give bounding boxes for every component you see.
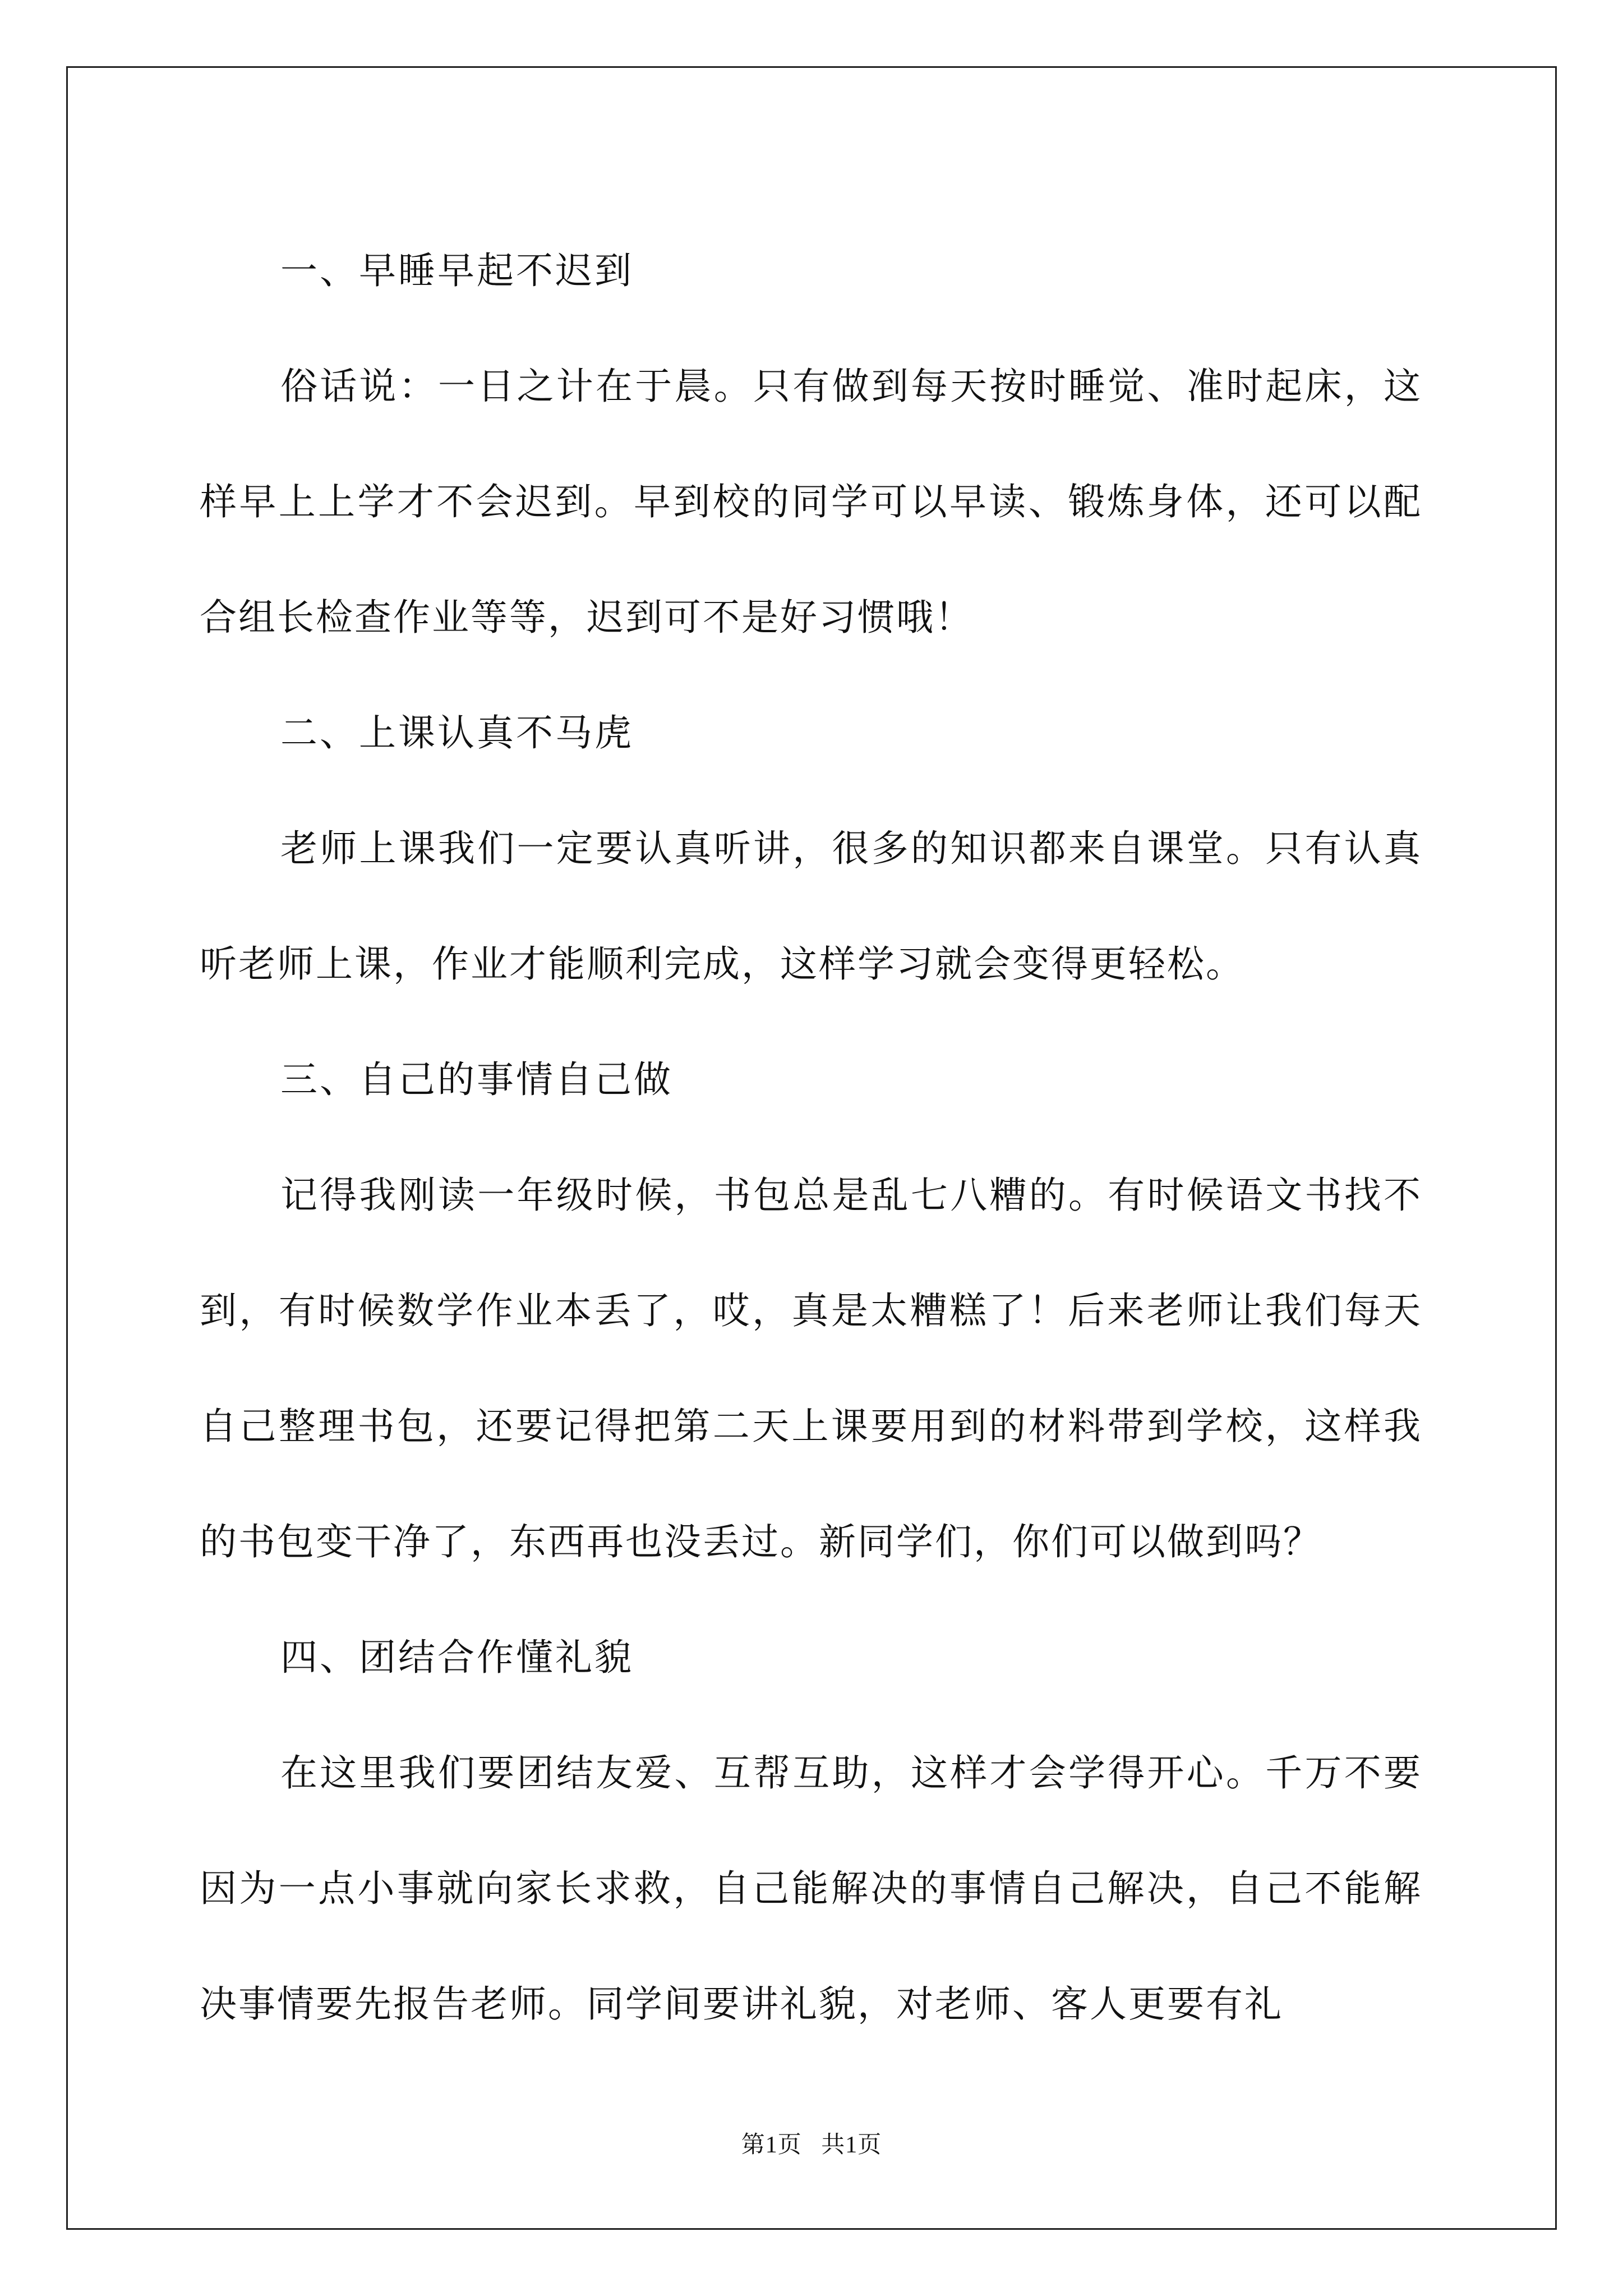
section-paragraph-3: 记得我刚读一年级时候，书包总是乱七八糟的。有时候语文书找不到，有时候数学作业本丢了，哎，真是太糟糕了！后来老师让我们每天自己整理书包，还要记得把第二天上课要用到的材料带到学校，这样我的书包变干净了，东西再也没丢过。新同学们，你们可以做到吗？ bbox=[200, 1174, 1422, 1563]
section-heading-4: 四、团结合作懂礼貌 bbox=[280, 1636, 634, 1679]
section-heading-2: 二、上课认真不马虎 bbox=[280, 711, 634, 754]
page-total-label: 共1页 bbox=[821, 2132, 882, 2158]
section-paragraph-1: 俗话说：一日之计在于晨。只有做到每天按时睡觉、准时起床，这样早上上学才不会迟到。早到校的同学可以早读、锻炼身体，还可以配合组长检查作业等等，迟到可不是好习惯哦！ bbox=[200, 365, 1422, 639]
page-number-label: 第1页 bbox=[741, 2132, 802, 2158]
section-heading-3: 三、自己的事情自己做 bbox=[280, 1058, 673, 1101]
section-paragraph-2: 老师上课我们一定要认真听讲，很多的知识都来自课堂。只有认真听老师上课，作业才能顺利完成，这样学习就会变得更轻松。 bbox=[200, 827, 1422, 986]
section-heading-1: 一、早睡早起不迟到 bbox=[280, 249, 634, 292]
page-footer bbox=[0, 2126, 1623, 2160]
section-paragraph-4: 在这里我们要团结友爱、互帮互助，这样才会学得开心。千万不要因为一点小事就向家长求救，自己能解决的事情自己解决，自己不能解决事情要先报告老师。同学间要讲礼貌，对老师、客人更要有礼 bbox=[200, 1751, 1422, 2026]
document-body bbox=[200, 213, 1422, 2062]
